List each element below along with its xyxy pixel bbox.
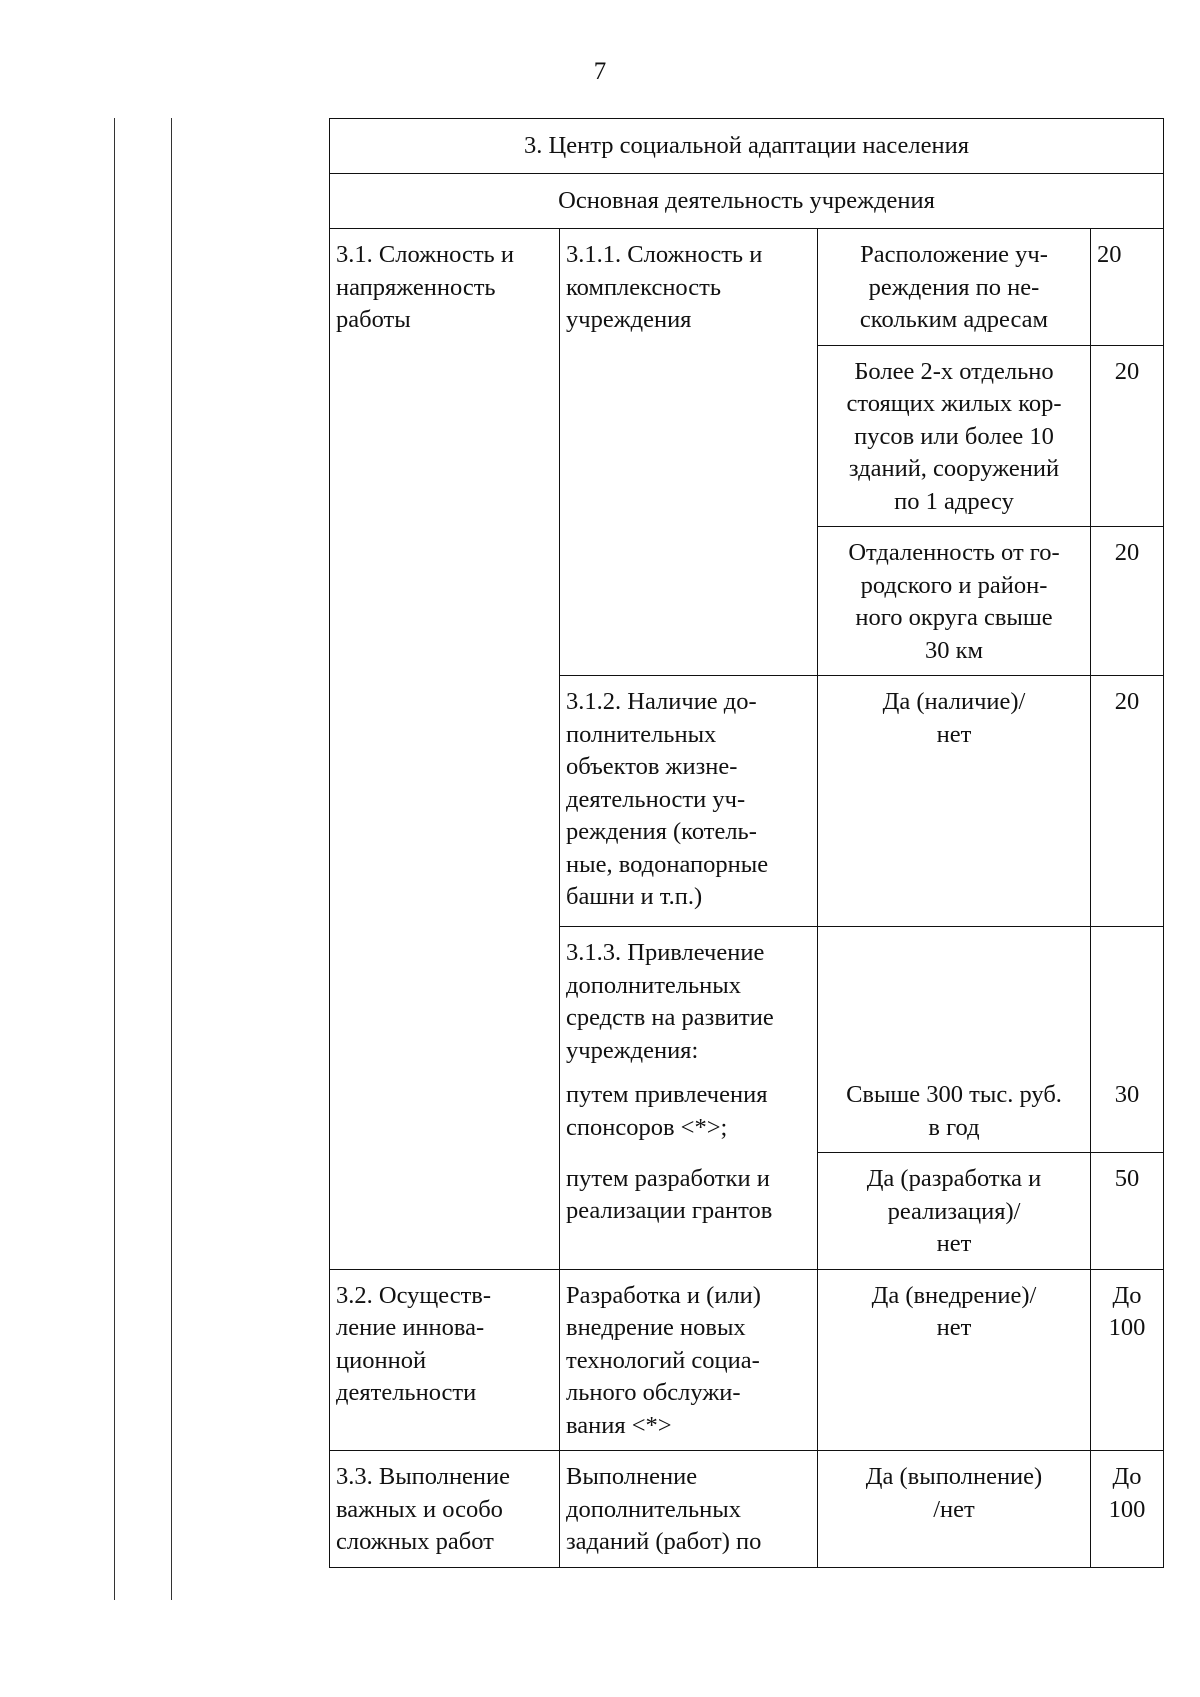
points-cell: До 100 — [1091, 1269, 1164, 1451]
criterion-3-1-1: 3.1.1. Сложность и комплексность учреждения — [560, 229, 818, 676]
condition-cell: Да (выполнение) /нет — [818, 1451, 1091, 1568]
condition-cell: Более 2-х отдельно стоящих жилых кор- пусов или более 10 зданий, сооружений по 1 адресу — [818, 345, 1091, 527]
indicator-cell: Выполнение дополнительных заданий (работ) по — [560, 1451, 818, 1568]
condition-cell: Да (разработка и реализация)/ нет — [818, 1153, 1091, 1270]
points-cell: 20 — [1091, 676, 1164, 927]
table-row — [330, 229, 1164, 346]
condition-cell: Отдаленность от го- родского и район- ного округа свыше 30 км — [818, 527, 1091, 676]
condition-cell: Да (внедрение)/ нет — [818, 1269, 1091, 1451]
criterion-3-1: 3.1. Сложность и напряженность работы — [330, 229, 560, 1270]
condition-cell: Расположение уч- реждения по не- скольким адресам — [818, 229, 1091, 346]
condition-cell: Да (наличие)/ нет — [818, 676, 1091, 927]
empty-cell — [818, 927, 1091, 1076]
points-cell: До 100 — [1091, 1451, 1164, 1568]
page-number: 7 — [593, 58, 607, 85]
section-subtitle: Основная деятельность учреждения — [330, 174, 1164, 229]
criterion-3-2: 3.2. Осуществ- ление иннова- ционной деятельности — [330, 1269, 560, 1451]
condition-cell: Свыше 300 тыс. руб. в год — [818, 1075, 1091, 1153]
points-cell: 30 — [1091, 1075, 1164, 1153]
criterion-3-3: 3.3. Выполнение важных и особо сложных работ — [330, 1451, 560, 1568]
table-title-row — [330, 119, 1164, 174]
criteria-table — [329, 118, 1164, 1568]
points-cell: 20 — [1091, 345, 1164, 527]
criterion-3-1-3: 3.1.3. Привлечение дополнительных средств на развитие учреждения: — [560, 927, 818, 1076]
points-cell: 20 — [1091, 527, 1164, 676]
points-cell: 50 — [1091, 1153, 1164, 1270]
table-row — [330, 1451, 1164, 1568]
criterion-3-1-2: 3.1.2. Наличие до- полнительных объектов жизне- деятельности уч- реждения (котель- ные, водонапорные башни и т.п.) — [560, 676, 818, 927]
points-cell: 20 — [1091, 229, 1164, 346]
indicator-cell: Разработка и (или) внедрение новых технологий социа- льного обслужи- вания <*> — [560, 1269, 818, 1451]
table-subtitle-row — [330, 174, 1164, 229]
margin-line-right — [171, 118, 172, 1600]
empty-cell — [1091, 927, 1164, 1076]
subcriterion-grants: путем разработки и реализации грантов — [560, 1153, 818, 1270]
section-title: 3. Центр социальной адаптации населения — [330, 119, 1164, 174]
table-row — [330, 1269, 1164, 1451]
margin-line-left — [114, 118, 115, 1600]
subcriterion-sponsors: путем привлечения спонсоров <*>; — [560, 1075, 818, 1153]
